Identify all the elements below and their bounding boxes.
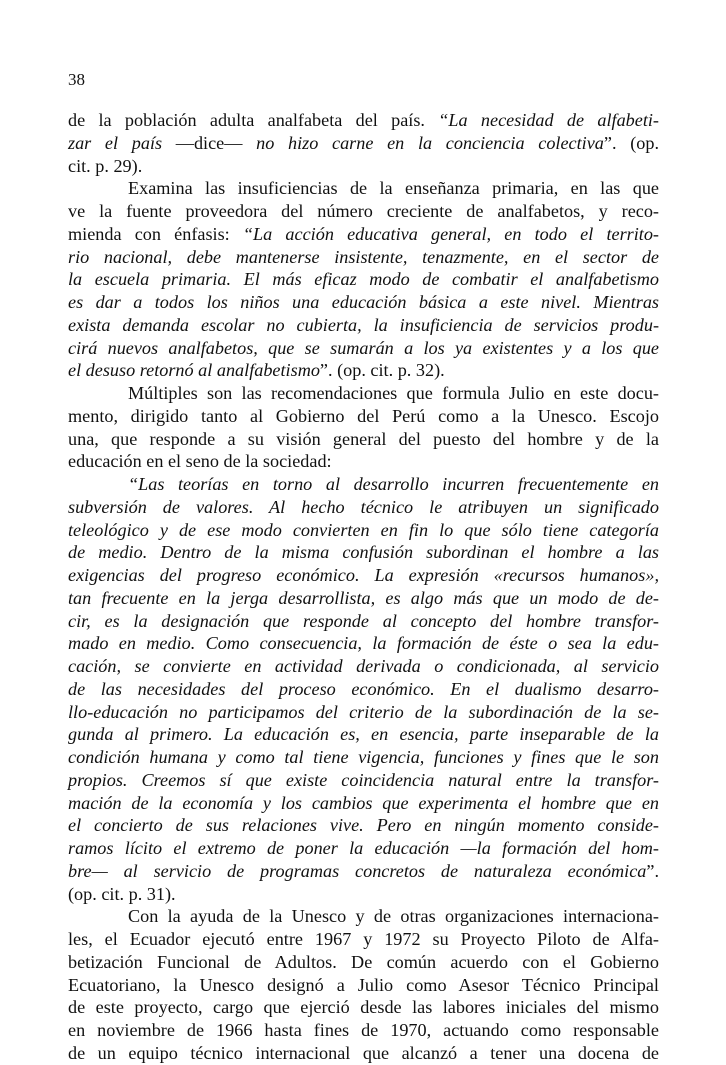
text-segment: Con la ayuda de la Unesco y de otras organizaciones internaciona-	[128, 906, 659, 927]
text-line	[68, 200, 659, 223]
text-line	[68, 428, 659, 451]
text-line	[68, 314, 659, 337]
text-line	[68, 1042, 659, 1065]
text-line	[68, 109, 659, 132]
text-line	[68, 268, 659, 291]
text-line	[68, 291, 659, 314]
page-number: 38	[68, 70, 85, 89]
text-line	[68, 473, 659, 496]
text-line	[68, 951, 659, 974]
text-line	[68, 701, 659, 724]
quoted-text: gunda al primero. La educación es, en esencia, parte inseparable de la	[68, 724, 659, 745]
quoted-text: no hizo carne en la conciencia colectiva	[256, 132, 604, 153]
quoted-text: la escuela primaria. El más eficaz modo de combatir el analfabetismo	[68, 269, 659, 290]
text-line	[68, 132, 659, 155]
quoted-text: rio nacional, debe mantenerse insistente, tenazmente, en el sector de	[68, 246, 659, 267]
quoted-text: de las necesidades del proceso económico. En el dualismo desarro-	[68, 678, 659, 699]
text-segment: ve la fuente proveedora del número creciente de analfabetos, y reco-	[68, 201, 659, 221]
quoted-text: es dar a todos los niños una educación básica a este nivel. Mientras	[68, 292, 659, 312]
text-line	[68, 883, 659, 906]
text-line	[68, 655, 659, 678]
text-line	[68, 405, 659, 428]
quoted-text: el desuso retornó al analfabetismo	[68, 360, 320, 381]
quoted-text: ramos lícito el extremo de poner la educación —la formación del hom-	[68, 838, 659, 858]
text-line	[68, 496, 659, 519]
text-line	[68, 177, 659, 200]
text-line	[68, 519, 659, 542]
text-segment: —dice—	[175, 132, 257, 153]
text-segment: mento, dirigido tanto al Gobierno del Perú como a la Unesco. Escojo	[68, 405, 659, 426]
text-line	[68, 450, 659, 473]
paragraph	[68, 473, 659, 905]
paragraph	[68, 177, 659, 382]
text-segment: (op. cit. p. 31).	[68, 883, 176, 904]
quoted-text: subversión de valores. Al hecho técnico le atribuyen un significado	[68, 496, 659, 517]
text-segment: de este proyecto, cargo que ejerció desde las labores iniciales del mismo	[68, 997, 659, 1018]
quoted-text: cirá nuevos analfabetos, que se sumarán a los ya existentes y a los que	[68, 337, 659, 358]
text-line	[68, 1019, 659, 1042]
paragraph	[68, 109, 659, 177]
paragraph	[68, 382, 659, 473]
text-segment: les, el Ecuador ejecutó entre 1967 y 1972 su Proyecto Piloto de Alfa-	[68, 929, 659, 949]
text-segment: Examina las insuficiencias de la enseñanza primaria, en las que	[128, 178, 659, 199]
quoted-text: mado en medio. Como consecuencia, la formación de éste o sea la edu-	[68, 633, 659, 654]
text-line	[68, 769, 659, 792]
text-segment: Ecuatoriano, la Unesco designó a Julio como Asesor Técnico Principal	[68, 974, 659, 995]
text-segment: betización Funcional de Adultos. De común acuerdo con el Gobierno	[68, 951, 659, 972]
text-line	[68, 974, 659, 997]
text-line	[68, 814, 659, 837]
quoted-text: el concierto de sus relaciones vive. Pero en ningún momento conside-	[68, 815, 659, 836]
quoted-text: cación, se convierte en actividad derivada o condicionada, al servicio	[68, 656, 659, 676]
quoted-text: tan frecuente en la jerga desarrollista, es algo más que un modo de de-	[68, 587, 659, 608]
body-text	[68, 109, 659, 1065]
text-line	[68, 723, 659, 746]
text-line	[68, 928, 659, 951]
text-segment: ”. (op. cit. p. 32).	[319, 360, 445, 381]
text-segment: una, que responde a su visión general del puesto del hombre y de la	[68, 428, 659, 449]
text-line	[68, 905, 659, 928]
text-line	[68, 382, 659, 405]
text-line	[68, 246, 659, 269]
text-segment: ”.	[646, 860, 659, 881]
quoted-text: llo-educación no participamos del criterio de la subordinación de la se-	[68, 701, 659, 722]
text-segment: cit. p. 29).	[68, 155, 143, 176]
text-segment: ”. (op.	[603, 132, 659, 153]
text-line	[68, 610, 659, 633]
text-line	[68, 223, 659, 246]
text-line	[68, 337, 659, 360]
quoted-text: “La acción educativa general, en todo el territo-	[242, 223, 659, 244]
text-line	[68, 632, 659, 655]
book-page	[68, 68, 659, 1065]
quoted-text: cir, es la designación que responde al concepto del hombre transfor-	[68, 610, 659, 631]
quoted-text: “Las teorías en torno al desarrollo incurren frecuentemente en	[128, 474, 659, 494]
text-line	[68, 155, 659, 178]
text-line	[68, 678, 659, 701]
text-line	[68, 746, 659, 769]
quoted-text: de medio. Dentro de la misma confusión subordinan el hombre a las	[68, 542, 659, 563]
text-segment: mienda con énfasis:	[68, 223, 243, 244]
text-line	[68, 996, 659, 1019]
quoted-text: teleológico y de ese modo convierten en fin lo que sólo tiene categoría	[68, 519, 659, 540]
text-segment: de un equipo técnico internacional que alcanzó a tener una docena de	[68, 1042, 659, 1063]
text-line	[68, 541, 659, 564]
text-line	[68, 564, 659, 587]
quoted-text: bre— al servicio de programas concretos de naturaleza económica	[68, 860, 647, 881]
text-segment: Múltiples son las recomendaciones que formula Julio en este docu-	[128, 383, 659, 403]
quoted-text: mación de la economía y los cambios que experimenta el hombre que en	[68, 792, 659, 813]
text-line	[68, 837, 659, 860]
text-segment: de la población adulta analfabeta del país.	[68, 110, 439, 130]
quoted-text: exista demanda escolar no cubierta, la insuficiencia de servicios produ-	[68, 314, 659, 335]
quoted-text: propios. Creemos sí que existe coincidencia natural entre la transfor-	[68, 769, 659, 790]
quoted-text: zar el país	[68, 132, 176, 153]
quoted-text: exigencias del progreso económico. La expresión «recursos humanos»,	[68, 565, 659, 585]
paragraph	[68, 905, 659, 1064]
text-line	[68, 792, 659, 815]
quoted-text: “La necesidad de alfabeti-	[438, 110, 659, 130]
text-segment: educación en el seno de la sociedad:	[68, 451, 332, 472]
text-line	[68, 587, 659, 610]
quoted-text: condición humana y como tal tiene vigencia, funciones y fines que le son	[68, 747, 659, 767]
text-segment: en noviembre de 1966 hasta fines de 1970, actuando como responsable	[68, 1020, 659, 1040]
text-line	[68, 860, 659, 883]
text-line	[68, 359, 659, 382]
